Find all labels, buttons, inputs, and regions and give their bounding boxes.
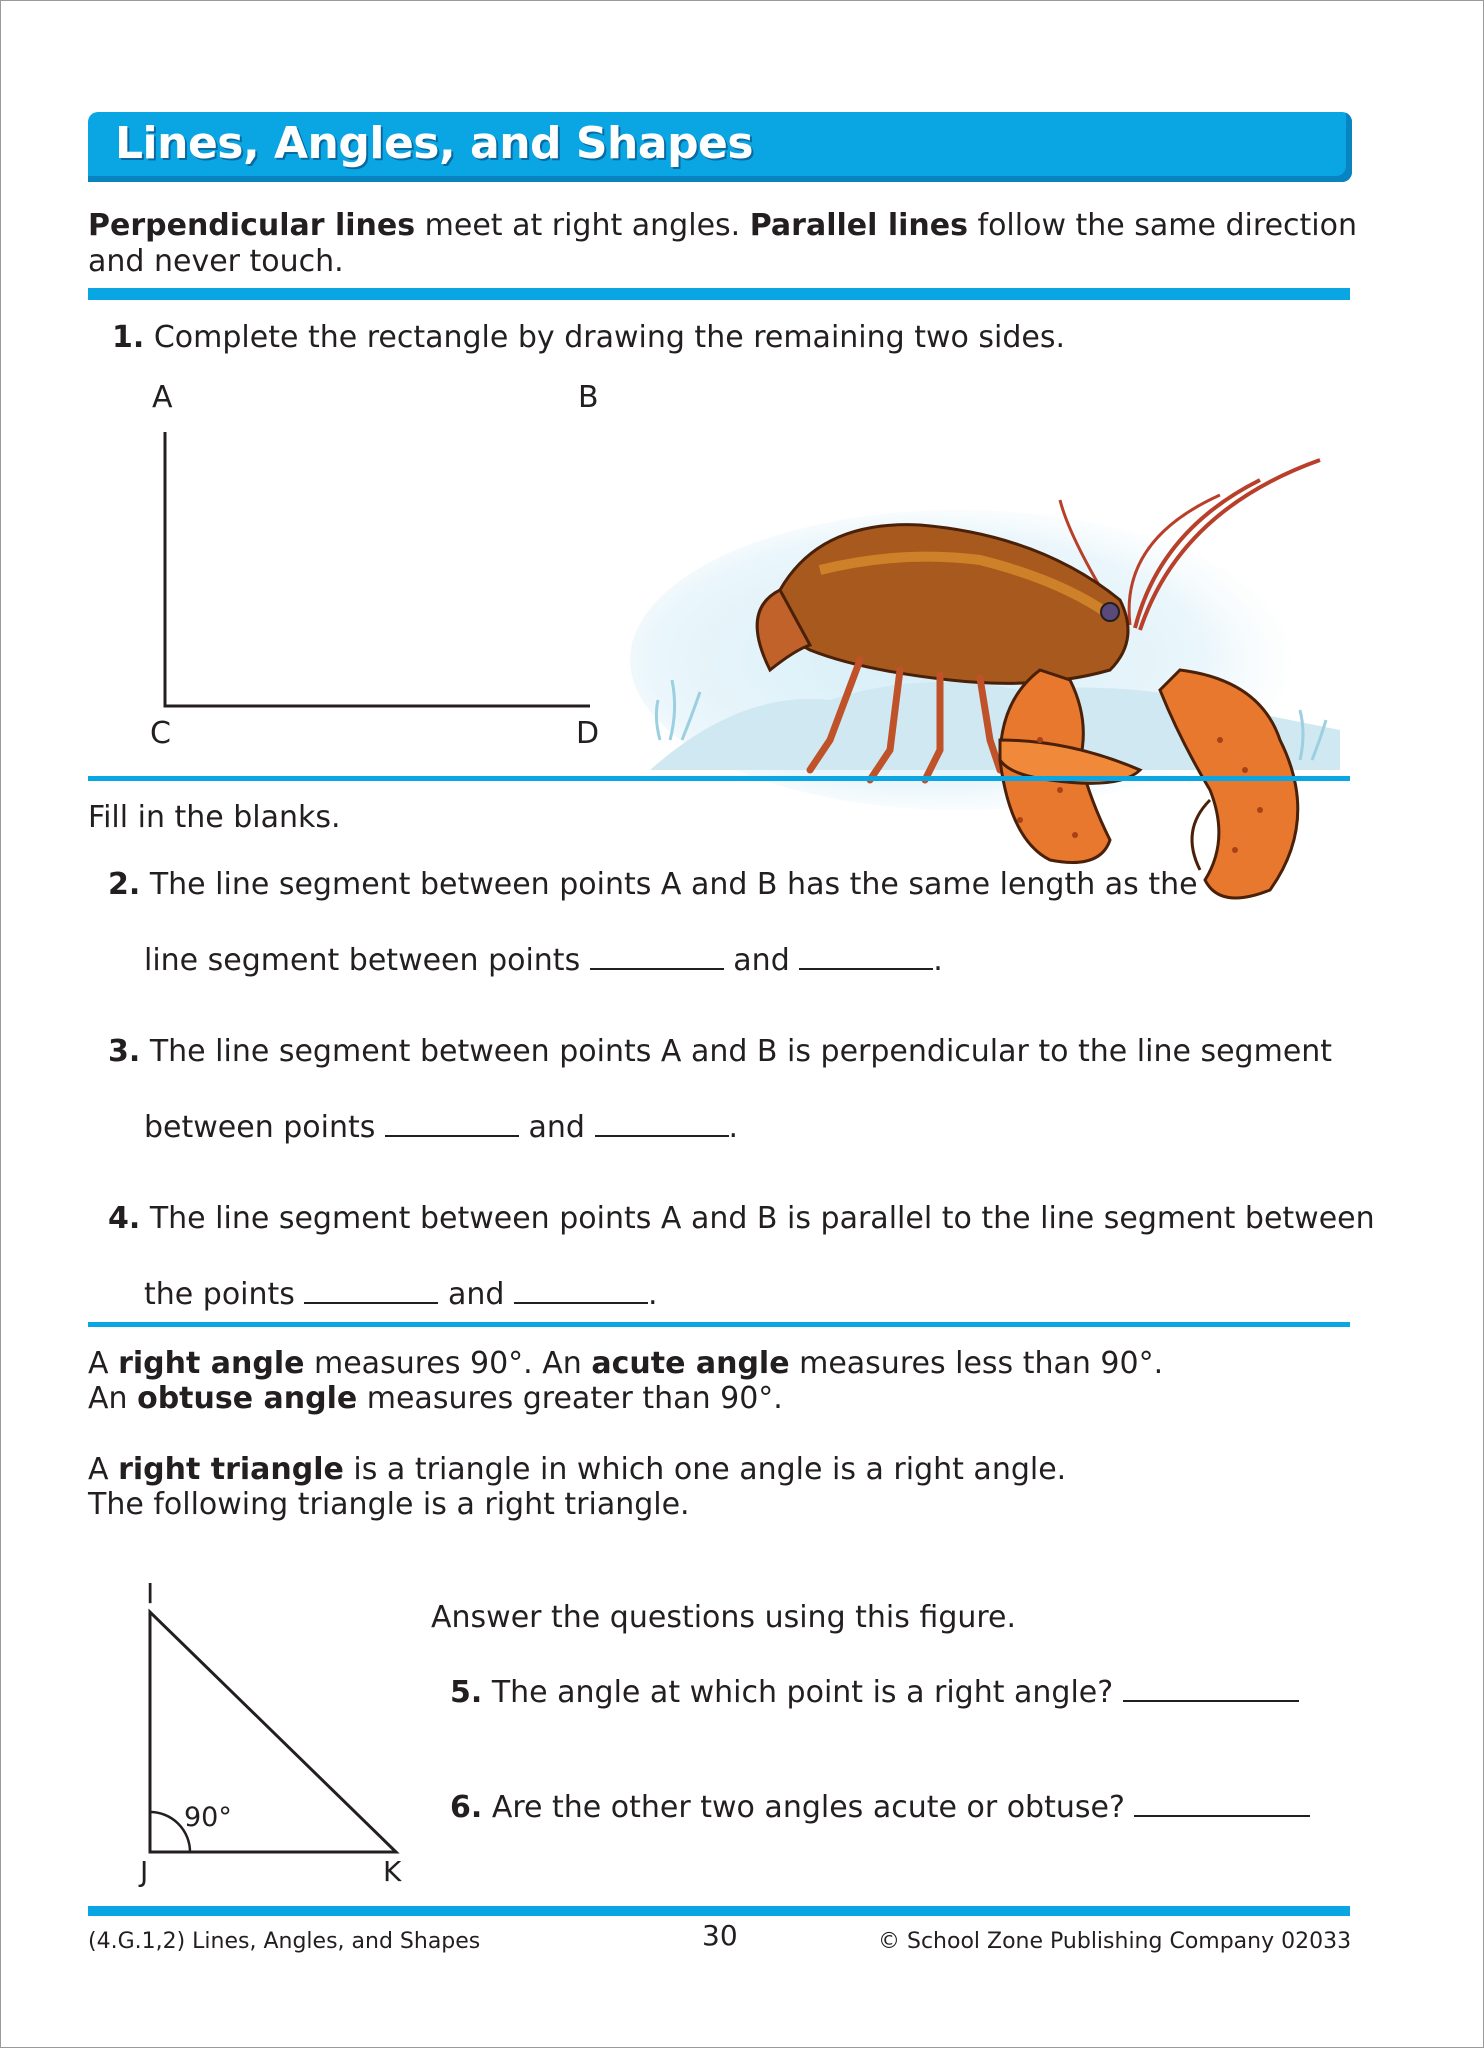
intro-line-1: [88, 208, 1357, 244]
and-word: and: [528, 1110, 585, 1145]
text-fragment: An: [88, 1381, 138, 1416]
answer-blank[interactable]: [385, 1105, 519, 1137]
question-text: the points: [144, 1277, 295, 1312]
question-3-line-2: [144, 1105, 738, 1146]
rectangle-partial-figure: [150, 420, 600, 720]
term-obtuse-angle: obtuse angle: [137, 1381, 358, 1416]
answer-blank[interactable]: [304, 1272, 438, 1304]
right-triangle-figure: [140, 1580, 420, 1860]
footer-standard: (4.G.1,2) Lines, Angles, and Shapes: [88, 1929, 481, 1954]
point-label-b: B: [578, 380, 599, 415]
triangle-definition-line-1: [88, 1452, 1066, 1488]
question-4-line-1: [108, 1201, 1375, 1237]
section-divider: [88, 288, 1350, 300]
term-right-triangle: right triangle: [118, 1452, 344, 1487]
vertex-label-i: I: [146, 1577, 155, 1610]
right-angle-label: 90°: [184, 1802, 232, 1833]
question-text: The line segment between points A and B has the same length as the: [149, 867, 1198, 902]
point-label-d: D: [576, 716, 600, 751]
page-title: Lines, Angles, and Shapes: [115, 118, 754, 169]
triangle-definition-line-2: The following triangle is a right triangle.: [88, 1487, 690, 1522]
text-fragment: A: [88, 1346, 119, 1381]
question-number: 5.: [450, 1675, 483, 1710]
question-1: [112, 320, 1065, 356]
section-divider: [88, 1322, 1350, 1327]
vertex-label-j: J: [140, 1855, 149, 1888]
intro-line-2: and never touch.: [88, 244, 344, 279]
angle-definition-line-1: [88, 1346, 1163, 1382]
answer-blank[interactable]: [590, 938, 724, 970]
and-word: and: [733, 943, 790, 978]
question-number: 4.: [108, 1201, 141, 1236]
period: .: [933, 943, 943, 978]
question-number: 2.: [108, 867, 141, 902]
footer-copyright: © School Zone Publishing Company 02033: [878, 1929, 1352, 1954]
text-fragment: measures greater than 90°.: [357, 1381, 783, 1416]
angle-definition-line-2: [88, 1381, 783, 1417]
text-fragment: measures less than 90°.: [789, 1346, 1164, 1381]
question-number: 6.: [450, 1790, 483, 1825]
question-4-line-2: [144, 1272, 658, 1313]
answer-blank[interactable]: [1123, 1670, 1299, 1702]
answer-blank[interactable]: [595, 1105, 729, 1137]
question-text: The line segment between points A and B is parallel to the line segment between: [149, 1201, 1375, 1236]
question-2-line-1: [108, 867, 1198, 903]
intro-text-1: meet at right angles.: [415, 208, 750, 243]
intro-text-2: follow the same direction: [967, 208, 1357, 243]
question-text: The angle at which point is a right angle?: [491, 1675, 1114, 1710]
term-acute-angle: acute angle: [591, 1346, 790, 1381]
vertex-label-k: K: [383, 1855, 402, 1888]
question-text: line segment between points: [144, 943, 581, 978]
text-fragment: measures 90°. An: [304, 1346, 592, 1381]
fill-instruction: Fill in the blanks.: [88, 800, 341, 835]
figure-instruction: Answer the questions using this figure.: [431, 1600, 1017, 1635]
page-number: 30: [702, 1919, 738, 1952]
term-parallel: Parallel lines: [749, 208, 968, 243]
and-word: and: [448, 1277, 505, 1312]
lobster-illustration: [620, 440, 1360, 910]
answer-blank[interactable]: [799, 938, 933, 970]
question-number: 1.: [112, 320, 145, 355]
question-5: [450, 1670, 1299, 1711]
question-2-line-2: [144, 938, 943, 979]
period: .: [648, 1277, 658, 1312]
question-6: [450, 1785, 1310, 1826]
text-fragment: A: [88, 1452, 119, 1487]
point-label-c: C: [150, 716, 171, 751]
section-divider: [88, 776, 1350, 781]
question-text: between points: [144, 1110, 376, 1145]
answer-blank[interactable]: [1134, 1785, 1310, 1817]
question-text: The line segment between points A and B is perpendicular to the line segment: [149, 1034, 1333, 1069]
period: .: [728, 1110, 739, 1145]
text-fragment: is a triangle in which one angle is a right angle.: [343, 1452, 1067, 1487]
term-perpendicular: Perpendicular lines: [88, 208, 416, 243]
question-3-line-1: [108, 1034, 1332, 1070]
term-right-angle: right angle: [118, 1346, 305, 1381]
answer-blank[interactable]: [514, 1272, 648, 1304]
point-label-a: A: [152, 380, 173, 415]
footer-divider: [88, 1906, 1350, 1916]
question-number: 3.: [108, 1034, 141, 1069]
question-text: Are the other two angles acute or obtuse?: [491, 1790, 1125, 1825]
question-text: Complete the rectangle by drawing the remaining two sides.: [153, 320, 1066, 355]
